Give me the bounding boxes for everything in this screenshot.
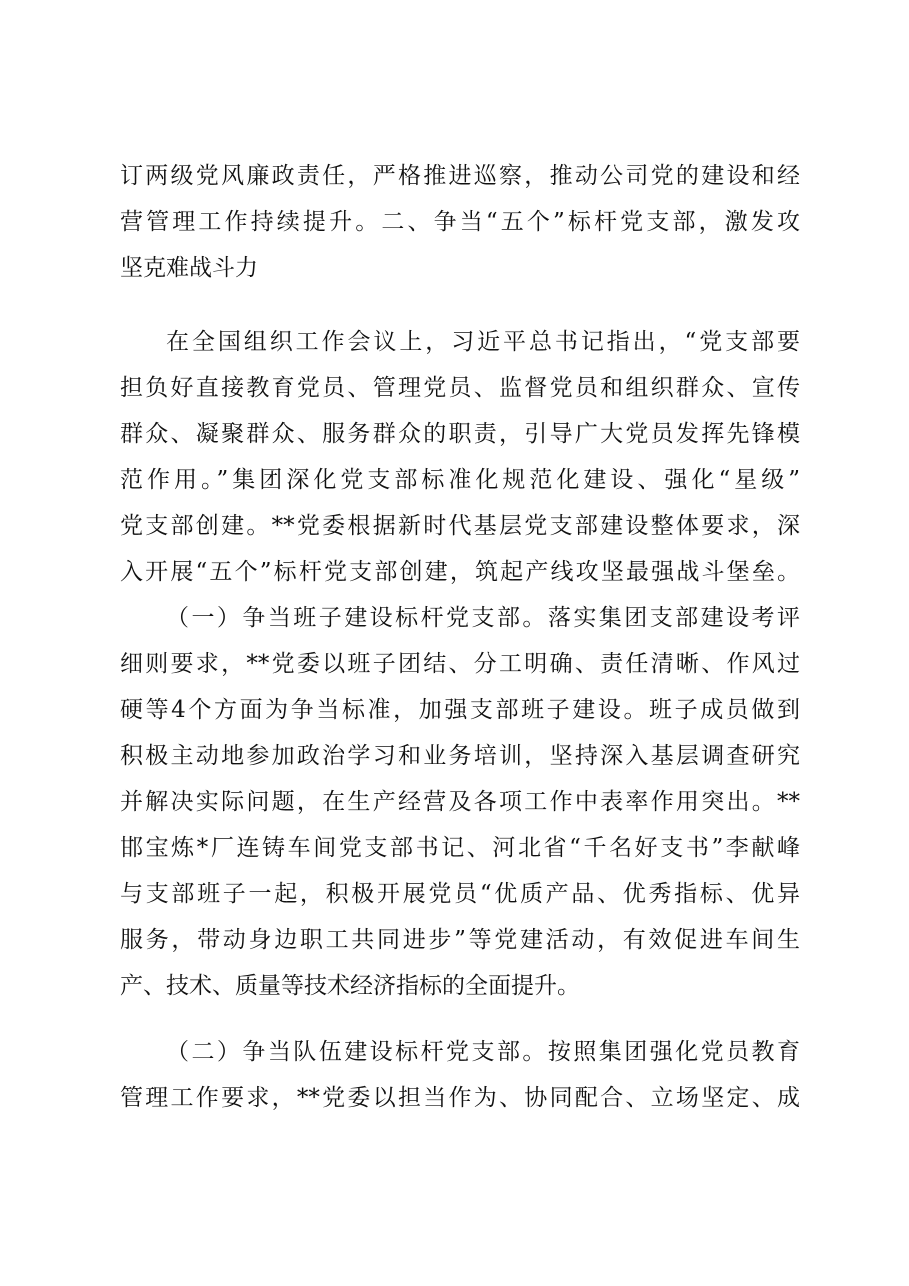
text-line: 邯宝炼*厂连铸车间党支部书记、河北省“千名好支书”李献峰 — [120, 835, 800, 861]
text-line: 订两级党风廉政责任，严格推进巡察，推动公司党的建设和经 — [120, 163, 800, 189]
text-line: 管理工作要求，**党委以担当作为、协同配合、立场坚定、成 — [120, 1085, 800, 1111]
text-line: 细则要求，**党委以班子团结、分工明确、责任清晰、作风过 — [120, 651, 800, 677]
text-line: 坚克难战斗力 — [120, 255, 258, 281]
text-line: 营管理工作持续提升。二、争当“五个”标杆党支部，激发攻 — [120, 209, 800, 235]
text-line: 入开展“五个”标杆党支部创建，筑起产线攻坚最强战斗堡垒。 — [120, 559, 800, 585]
text-line: 担负好直接教育党员、管理党员、监督党员和组织群众、宣传 — [120, 375, 800, 401]
text-line: 积极主动地参加政治学习和业务培训，坚持深入基层调查研究 — [120, 743, 800, 769]
paragraph-line: （二）争当队伍建设标杆党支部。按照集团强化党员教育 — [166, 1039, 800, 1065]
text-line: 硬等4个方面为争当标准，加强支部班子建设。班子成员做到 — [120, 697, 800, 723]
text-line: 服务，带动身边职工共同进步”等党建活动，有效促进车间生 — [120, 927, 800, 953]
text-line: 群众、凝聚群众、服务群众的职责，引导广大党员发挥先锋模 — [120, 421, 800, 447]
paragraph-line: （一）争当班子建设标杆党支部。落实集团支部建设考评 — [166, 605, 800, 631]
paragraph-line: 在全国组织工作会议上，习近平总书记指出，“党支部要 — [166, 329, 800, 355]
text-line: 并解决实际问题，在生产经营及各项工作中表率作用突出。** — [120, 789, 800, 815]
text-line: 产、技术、质量等技术经济指标的全面提升。 — [120, 973, 580, 999]
text-line: 党支部创建。**党委根据新时代基层党支部建设整体要求，深 — [120, 513, 800, 539]
text-line: 与支部班子一起，积极开展党员“优质产品、优秀指标、优异 — [120, 881, 800, 907]
text-line: 范作用。”集团深化党支部标准化规范化建设、强化“星级” — [120, 467, 800, 493]
